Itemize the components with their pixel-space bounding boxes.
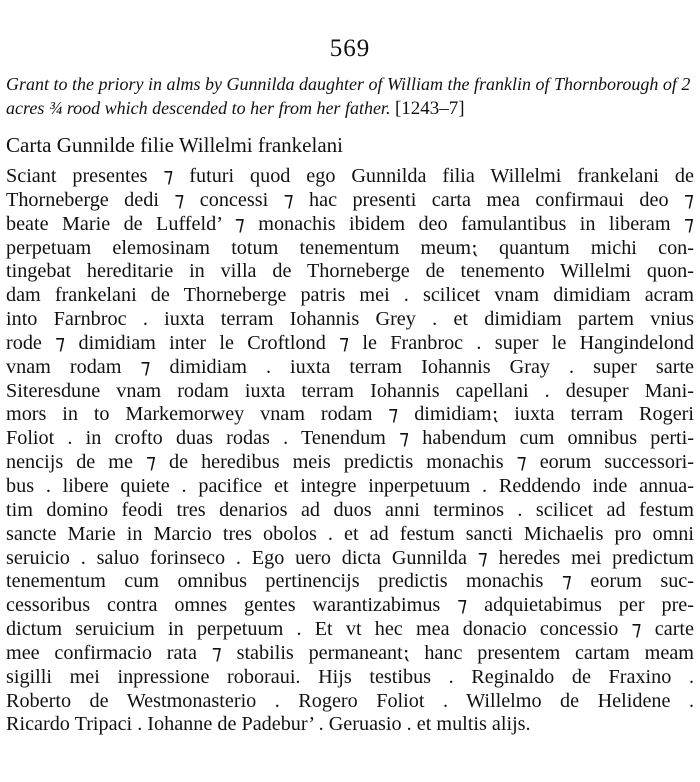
body-line: tim domino feodi tres denarios ad duos anni terminos . scilicet ad festum xyxy=(6,498,694,521)
body-line: mee confirmacio rata ⁊ stabilis permaneant⁏ hanc presentem cartam meam xyxy=(6,641,694,664)
body-line: tenementum cum omnibus pertinencijs predictis monachis ⁊ eorum suc- xyxy=(6,570,694,593)
body-line: perpetuam elemosinam totum tenementum meum⁏ quantum michi con- xyxy=(6,236,694,259)
body-line: sancte Marie in Marcio tres obolos . et ad festum sancti Michaelis pro omni xyxy=(6,522,694,545)
charter-body xyxy=(6,165,694,737)
body-line: dictum seruicium in perpetuum . Et vt hec mea donacio concessio ⁊ carte xyxy=(6,618,694,641)
charter-number: 569 xyxy=(329,35,371,62)
charter-heading: Carta Gunnilde filie Willelmi frankelani xyxy=(6,133,343,157)
body-line: beate Marie de Luffeld’ ⁊ monachis ibidem deo famulantibus in liberam ⁊ xyxy=(6,212,694,235)
body-line: dam frankelani de Thorneberge patris mei . scilicet vnam dimidiam acram xyxy=(6,284,694,307)
body-line: Thorneberge dedi ⁊ concessi ⁊ hac presenti carta mea confirmaui deo ⁊ xyxy=(6,188,694,211)
abstract-text: Grant to the priory in alms by Gunnilda daughter of William the franklin of Thornborough of 2 acres ¾ rood which descended to her from her father. xyxy=(6,74,691,118)
body-line: vnam rodam ⁊ dimidiam . iuxta terram Iohannis Gray . super sarte xyxy=(6,355,694,378)
body-line: sigilli mei inpressione roboraui. Hijs testibus . Reginaldo de Fraxino . xyxy=(6,665,694,688)
body-line: rode ⁊ dimidiam inter le Croftlond ⁊ le Franbroc . super le Hangindelond xyxy=(6,331,694,354)
body-line: seruicio . saluo forinseco . Ego uero dicta Gunnilda ⁊ heredes mei predictum xyxy=(6,546,694,569)
body-line: Roberto de Westmonasterio . Rogero Foliot . Willelmo de Helidene . xyxy=(6,689,694,712)
body-line: mors in to Markemorwey vnam rodam ⁊ dimidiam⁏ iuxta terram Rogeri xyxy=(6,403,694,426)
body-line: bus . libere quiete . pacifice et integre inperpetuum . Reddendo inde annua- xyxy=(6,474,694,497)
body-line: Foliot . in crofto duas rodas . Tenendum ⁊ habendum cum omnibus perti- xyxy=(6,427,694,450)
abstract-date: [1243–7] xyxy=(394,98,465,119)
body-line: nencijs de me ⁊ de heredibus meis predictis monachis ⁊ eorum successori- xyxy=(6,451,694,474)
body-line: Sciant presentes ⁊ futuri quod ego Gunnilda filia Willelmi frankelani de xyxy=(6,165,694,187)
body-line: tingebat hereditarie in villa de Thorneberge de tenemento Willelmi quon- xyxy=(6,260,694,283)
body-line: Siteresdune vnam rodam iuxta terram Iohannis capellani . desuper Mani- xyxy=(6,379,694,402)
body-line: into Farnbroc . iuxta terram Iohannis Grey . et dimidiam partem vnius xyxy=(6,308,694,331)
body-line: Ricardo Tripaci . Iohanne de Padebur’ . Geruasio . et multis alijs. xyxy=(6,713,531,736)
body-line: cessoribus contra omnes gentes warantizabimus ⁊ adquietabimus per pre- xyxy=(6,594,694,617)
charter-abstract xyxy=(6,72,696,121)
